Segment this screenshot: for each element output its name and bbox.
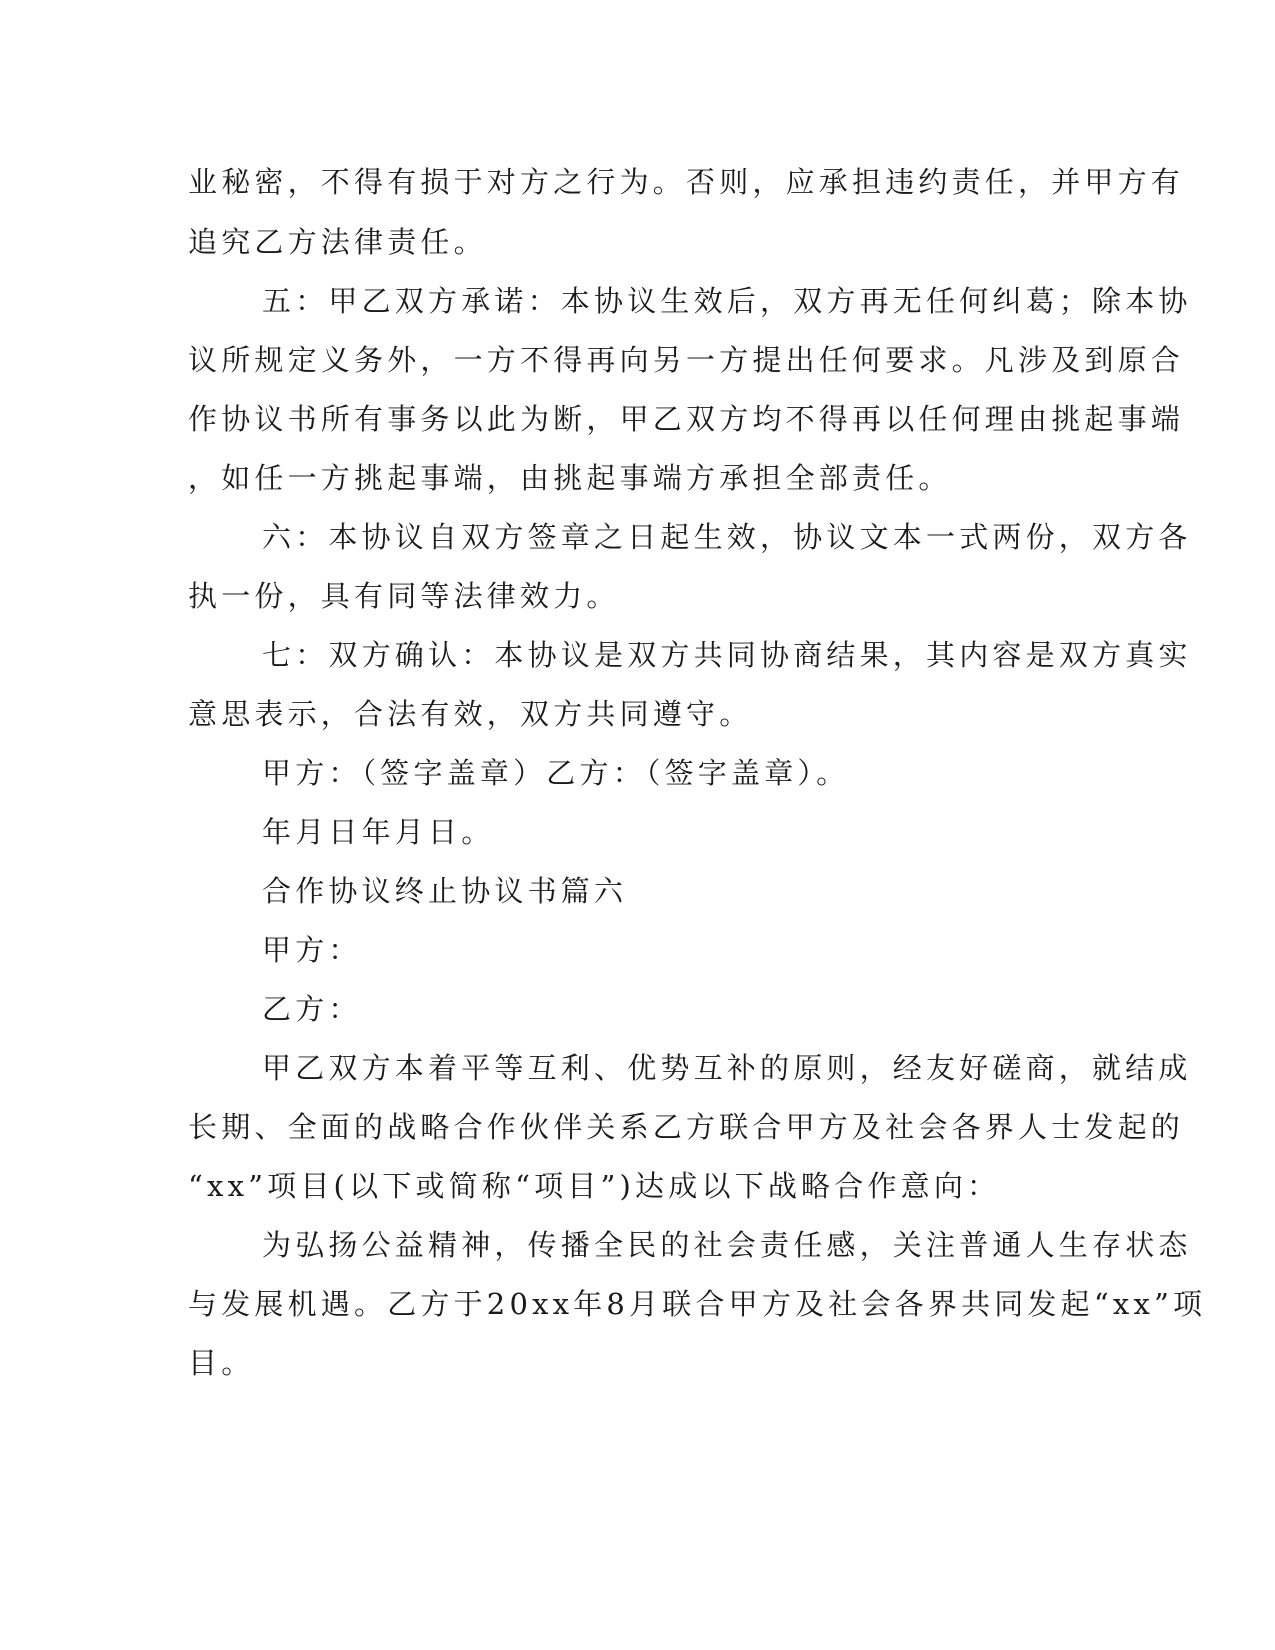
section-title: 合作协议终止协议书篇六 [262, 874, 628, 908]
text-line: 目。 [188, 1346, 255, 1380]
paragraph-purpose: 为弘扬公益精神，传播全民的社会责任感，关注普通人生存状态 [262, 1228, 1192, 1262]
text-line: 意思表示，合法有效，双方共同遵守。 [188, 697, 753, 731]
paragraph-clause-7: 七：双方确认：本协议是双方共同协商结果，其内容是双方真实 [262, 638, 1192, 672]
text-line: 议所规定义务外，一方不得再向另一方提出任何要求。凡涉及到原合 [188, 343, 1185, 377]
text-line: 作协议书所有事务以此为断，甲乙双方均不得再以任何理由挑起事端 [188, 402, 1185, 436]
party-b-label: 乙方： [262, 992, 362, 1026]
text-line: 业秘密，不得有损于对方之行为。否则，应承担违约责任，并甲方有 [188, 165, 1185, 199]
text-line: 追究乙方法律责任。 [188, 225, 487, 259]
party-a-label: 甲方： [262, 933, 362, 967]
paragraph-intro: 甲乙双方本着平等互利、优势互补的原则，经友好磋商，就结成 [262, 1051, 1192, 1085]
text-line: ，如任一方挑起事端，由挑起事端方承担全部责任。 [188, 461, 952, 495]
text-line: 与发展机遇。乙方于20xx年8月联合甲方及社会各界共同发起“xx”项 [188, 1287, 1207, 1321]
text-line: “xx”项目(以下或简称“项目”)达成以下战略合作意向： [188, 1169, 1001, 1203]
paragraph-clause-5: 五：甲乙双方承诺：本协议生效后，双方再无任何纠葛；除本协 [262, 284, 1192, 318]
date-line: 年月日年月日。 [262, 815, 495, 849]
text-line: 长期、全面的战略合作伙伴关系乙方联合甲方及社会各界人士发起的 [188, 1110, 1185, 1144]
signature-line: 甲方：（签字盖章）乙方：（签字盖章）。 [262, 756, 850, 790]
text-line: 执一份，具有同等法律效力。 [188, 579, 620, 613]
paragraph-clause-6: 六：本协议自双方签章之日起生效，协议文本一式两份，双方各 [262, 520, 1192, 554]
